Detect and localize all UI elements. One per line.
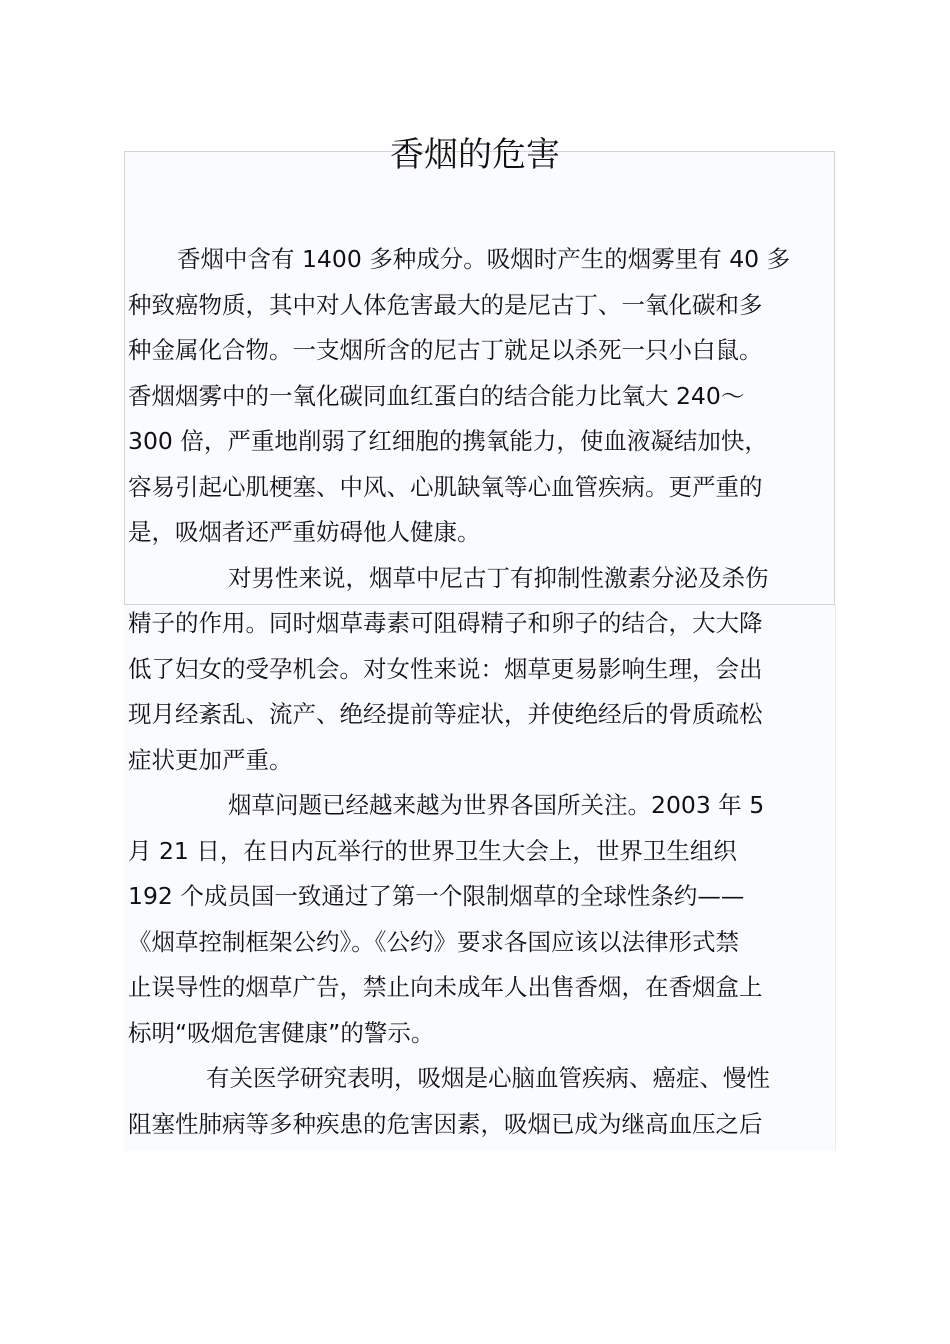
paragraph-3-line-3: 192 个成员国一致通过了第一个限制烟草的全球性条约—— — [128, 882, 745, 910]
paragraph-2-line-1: 对男性来说，烟草中尼古丁有抑制性激素分泌及杀伤 — [228, 564, 769, 592]
paragraph-3-line-2: 月 21 日，在日内瓦举行的世界卫生大会上，世界卫生组织 — [128, 837, 737, 865]
paragraph-3-line-4: 《烟草控制框架公约》。《公约》要求各国应该以法律形式禁 — [128, 928, 739, 956]
paragraph-4-line-1: 有关医学研究表明，吸烟是心脑血管疾病、癌症、慢性 — [206, 1064, 770, 1092]
paragraph-3-line-1: 烟草问题已经越来越为世界各国所关注。2003 年 5 — [228, 791, 765, 819]
paragraph-1-line-7: 是，吸烟者还严重妨碍他人健康。 — [128, 518, 481, 546]
document-title: 香烟的危害 — [390, 135, 560, 175]
paragraph-2-line-2: 精子的作用。同时烟草毒素可阻碍精子和卵子的结合，大大降 — [128, 609, 763, 637]
paragraph-1-line-6: 容易引起心肌梗塞、中风、心肌缺氧等心血管疾病。更严重的 — [128, 473, 763, 501]
paragraph-1-line-5: 300 倍，严重地削弱了红细胞的携氧能力，使血液凝结加快， — [128, 427, 768, 455]
paragraph-2-line-5: 症状更加严重。 — [128, 746, 293, 774]
paragraph-1-line-4: 香烟烟雾中的一氧化碳同血红蛋白的结合能力比氧大 240～ — [128, 382, 745, 410]
paragraph-3-line-5: 止误导性的烟草广告，禁止向未成年人出售香烟，在香烟盒上 — [128, 973, 763, 1001]
paragraph-3-line-6: 标明“吸烟危害健康”的警示。 — [128, 1019, 435, 1047]
paragraph-4-line-2: 阻塞性肺病等多种疾患的危害因素，吸烟已成为继高血压之后 — [128, 1110, 763, 1138]
paragraph-2-line-3: 低了妇女的受孕机会。对女性来说：烟草更易影响生理，会出 — [128, 655, 763, 683]
panel-edge — [835, 605, 836, 1151]
paragraph-1-line-2: 种致癌物质，其中对人体危害最大的是尼古丁、一氧化碳和多 — [128, 291, 763, 319]
paragraph-1-line-1: 香烟中含有 1400 多种成分。吸烟时产生的烟雾里有 40 多 — [177, 245, 791, 273]
paragraph-1-line-3: 种金属化合物。一支烟所含的尼古丁就足以杀死一只小白鼠。 — [128, 336, 763, 364]
paragraph-2-line-4: 现月经紊乱、流产、绝经提前等症状，并使绝经后的骨质疏松 — [128, 700, 763, 728]
